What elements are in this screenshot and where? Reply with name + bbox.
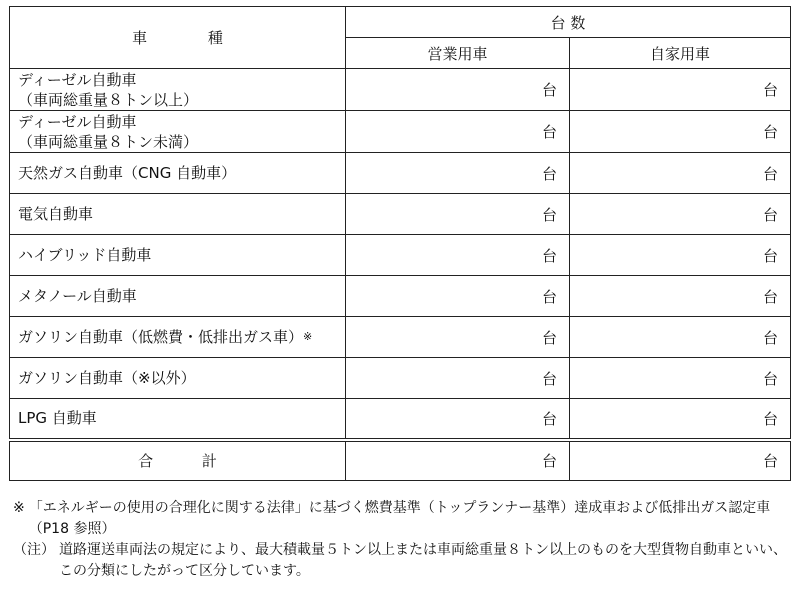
- vehicle-count-table: [9, 6, 791, 481]
- table-row: [10, 111, 791, 153]
- footnote: [13, 498, 793, 540]
- vehicle-type-name: メタノール自動車: [10, 276, 346, 317]
- vehicle-type-header: 車 種: [10, 7, 346, 69]
- table-row: [10, 358, 791, 399]
- footnote-mark: （注）: [13, 542, 55, 558]
- private-count-cell: 台: [570, 194, 791, 235]
- vehicle-type-name: LPG 自動車: [10, 399, 346, 440]
- vehicle-count-header: 台 数: [346, 7, 791, 38]
- vehicle-type-cell: [10, 69, 346, 111]
- commercial-count-cell: 台: [346, 276, 570, 317]
- private-count-cell: 台: [570, 276, 791, 317]
- commercial-vehicle-header: 営業用車: [346, 38, 570, 69]
- total-commercial-cell: 台: [346, 440, 570, 481]
- commercial-count-cell: 台: [346, 235, 570, 276]
- table-row: [10, 194, 791, 235]
- footnotes: [13, 498, 793, 582]
- private-vehicle-header: 自家用車: [570, 38, 791, 69]
- table-row: [10, 276, 791, 317]
- private-count-cell: 台: [570, 399, 791, 440]
- vehicle-type-name: 電気自動車: [10, 194, 346, 235]
- vehicle-type-name: ガソリン自動車（低燃費・低排出ガス車）: [18, 328, 304, 346]
- private-count-cell: 台: [570, 69, 791, 111]
- private-count-cell: 台: [570, 358, 791, 399]
- table-row: [10, 235, 791, 276]
- table-row: [10, 317, 791, 358]
- commercial-count-cell: 台: [346, 317, 570, 358]
- commercial-count-cell: 台: [346, 153, 570, 194]
- commercial-count-cell: 台: [346, 358, 570, 399]
- footnote: [13, 540, 793, 582]
- vehicle-type-note: （車両総重量８トン以上）: [18, 90, 199, 109]
- vehicle-type-name: ディーゼル自動車: [18, 112, 137, 131]
- vehicle-type-name: ガソリン自動車（※以外）: [10, 358, 346, 399]
- commercial-count-cell: 台: [346, 399, 570, 440]
- private-count-cell: 台: [570, 153, 791, 194]
- footnote-text: 道路運送車両法の規定により、最大積載量５トン以上または車両総重量８トン以上のものを大型貨物自動車といい、この分類にしたがって区分しています。: [59, 542, 787, 579]
- vehicle-type-name: ディーゼル自動車: [18, 70, 137, 89]
- vehicle-type-name: 天然ガス自動車（CNG 自動車）: [10, 153, 346, 194]
- footnote-mark: ※: [303, 330, 313, 343]
- footnote-mark: ※: [13, 500, 25, 516]
- private-count-cell: 台: [570, 235, 791, 276]
- commercial-count-cell: 台: [346, 111, 570, 153]
- table-row: [10, 399, 791, 440]
- commercial-count-cell: 台: [346, 194, 570, 235]
- total-row: [10, 440, 791, 481]
- vehicle-type-cell: [10, 317, 346, 358]
- vehicle-type-cell: [10, 111, 346, 153]
- total-private-cell: 台: [570, 440, 791, 481]
- vehicle-type-name: ハイブリッド自動車: [10, 235, 346, 276]
- vehicle-type-note: （車両総重量８トン未満）: [18, 132, 199, 151]
- footnote-text: 「エネルギーの使用の合理化に関する法律」に基づく燃費基準（トップランナー基準）達成車および低排出ガス認定車（P18 参照）: [28, 500, 771, 537]
- private-count-cell: 台: [570, 111, 791, 153]
- private-count-cell: 台: [570, 317, 791, 358]
- commercial-count-cell: 台: [346, 69, 570, 111]
- table-row: [10, 153, 791, 194]
- table-row: [10, 69, 791, 111]
- total-label: 合 計: [10, 440, 346, 481]
